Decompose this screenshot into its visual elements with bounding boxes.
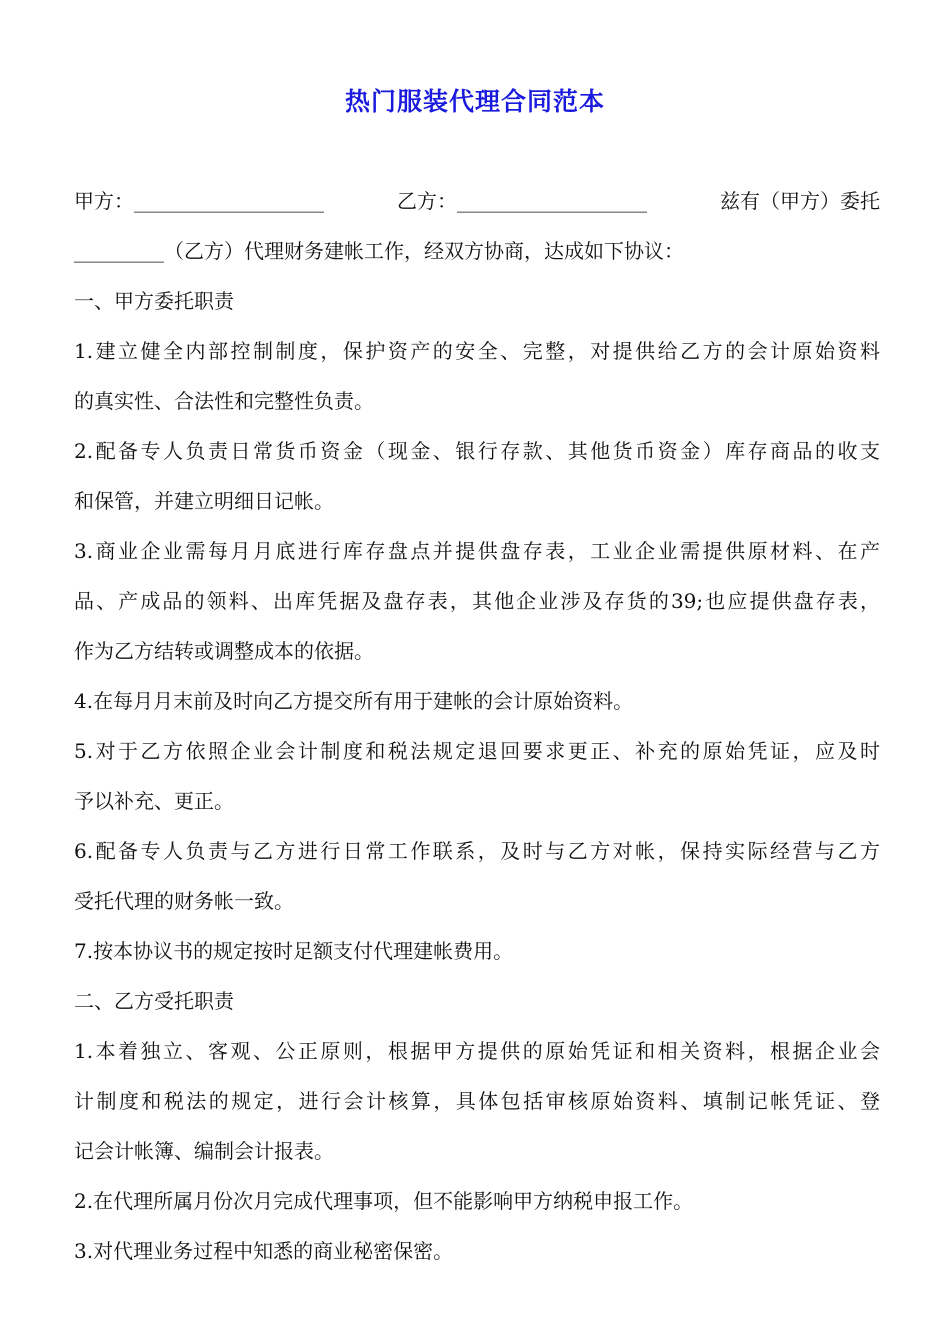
document-title: 热门服装代理合同范本	[344, 87, 605, 116]
paragraph-line: 计制度和税法的规定，进行会计核算，具体包括审核原始资料、填制记帐凭证、登	[74, 1089, 880, 1113]
entrust-text: 兹有（甲方）委托	[720, 189, 880, 213]
paragraph-line: _________（乙方）代理财务建帐工作，经双方协商，达成如下协议：	[74, 239, 684, 263]
paragraph-line: 6.配备专人负责与乙方进行日常工作联系，及时与乙方对帐，保持实际经营与乙方	[74, 839, 880, 863]
paragraph-line: 记会计帐簿、编制会计报表。	[74, 1139, 334, 1163]
paragraph-line: 4.在每月月末前及时向乙方提交所有用于建帐的会计原始资料。	[74, 689, 634, 713]
paragraph-line: 3.对代理业务过程中知悉的商业秘密保密。	[74, 1239, 454, 1263]
paragraph-line: 和保管，并建立明细日记帐。	[74, 489, 334, 513]
paragraph-line: 受托代理的财务帐一致。	[74, 889, 294, 913]
paragraph-line: 的真实性、合法性和完整性负责。	[74, 389, 374, 413]
paragraph-line: 3.商业企业需每月月底进行库存盘点并提供盘存表，工业企业需提供原材料、在产	[74, 539, 880, 563]
parties-line	[74, 176, 880, 226]
paragraph-line: 品、产成品的领料、出库凭据及盘存表，其他企业涉及存货的39;也应提供盘存表，	[74, 589, 880, 613]
paragraph-line: 1.建立健全内部控制制度，保护资产的安全、完整，对提供给乙方的会计原始资料	[74, 339, 880, 363]
paragraph-line: 2.在代理所属月份次月完成代理事项，但不能影响甲方纳税申报工作。	[74, 1189, 694, 1213]
party-a-field: 甲方：___________________	[74, 189, 324, 213]
section-heading: 一、甲方委托职责	[74, 289, 234, 313]
party-b-field: 乙方：___________________	[397, 189, 647, 213]
section-heading: 二、乙方受托职责	[74, 989, 234, 1013]
paragraph-line: 2.配备专人负责日常货币资金（现金、银行存款、其他货币资金）库存商品的收支	[74, 439, 880, 463]
paragraph-line: 予以补充、更正。	[74, 789, 234, 813]
paragraph-line: 1.本着独立、客观、公正原则，根据甲方提供的原始凭证和相关资料，根据企业会	[74, 1039, 880, 1063]
paragraph-line: 5.对于乙方依照企业会计制度和税法规定退回要求更正、补充的原始凭证，应及时	[74, 739, 880, 763]
document-body	[74, 176, 880, 1276]
paragraph-line: 作为乙方结转或调整成本的依据。	[74, 639, 374, 663]
paragraph-line: 7.按本协议书的规定按时足额支付代理建帐费用。	[74, 939, 514, 963]
